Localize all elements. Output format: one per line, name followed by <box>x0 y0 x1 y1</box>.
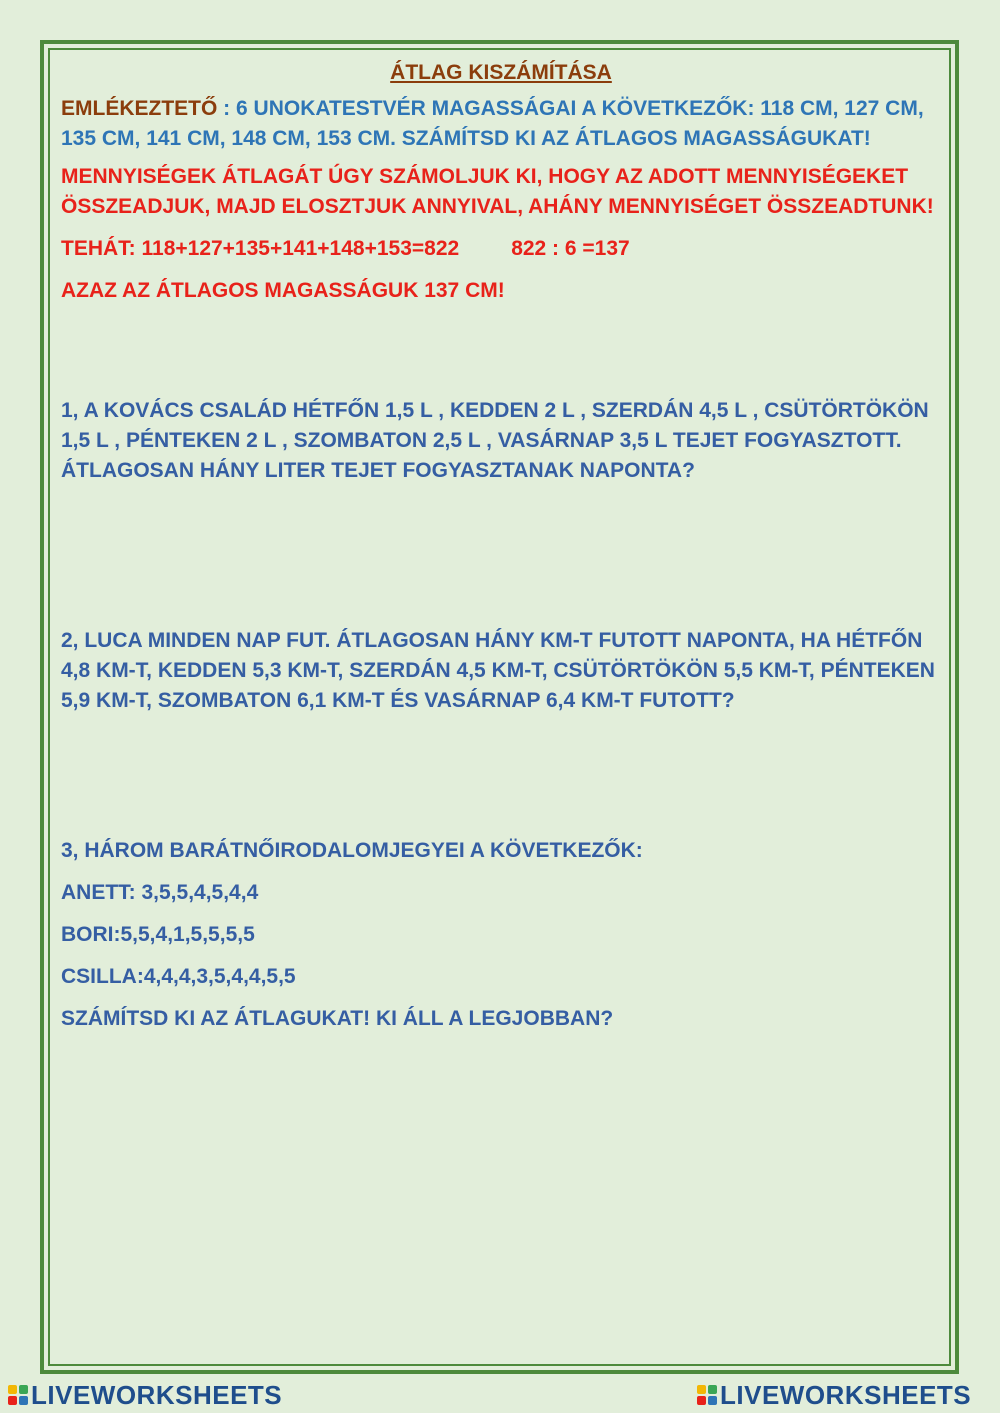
reminder-text: 6 UNOKATESTVÉR MAGASSÁGAI A KÖVETKEZŐK: 118 CM, 127 CM, 135 CM, 141 CM, 148 CM, 153 CM. SZÁMÍTSD KI AZ ÁTLAGOS MAGASSÁGUKAT! <box>61 97 924 150</box>
task-2: 2, LUCA MINDEN NAP FUT. ÁTLAGOSAN HÁNY KM-T FUTOTT NAPONTA, HA HÉTFŐN 4,8 KM-T, KEDDEN 5,3 KM-T, SZERDÁN 4,5 KM-T, CSÜTÖRTÖKÖN 5,5 KM-T, PÉNTEKEN 5,9 KM-T, SZOMBATON 6,1 KM-T ÉS VASÁRNAP 6,4 KM-T FUTOTT? <box>61 629 935 712</box>
reminder-label: EMLÉKEZTETŐ <box>61 97 218 120</box>
footer-logo-right <box>697 1380 971 1410</box>
calculation-line <box>61 234 941 264</box>
reminder-colon: : <box>217 97 237 120</box>
task-1: 1, A KOVÁCS CSALÁD HÉTFŐN 1,5 L , KEDDEN 2 L , SZERDÁN 4,5 L , CSÜTÖRTÖKÖN 1,5 L , PÉNTEKEN 2 L , SZOMBATON 2,5 L , VASÁRNAP 3,5 L TEJET FOGYASZTOTT. ÁTLAGOSAN HÁNY LITER TEJET FOGYASZTANAK NAPONTA? <box>61 399 929 482</box>
task-3-question: SZÁMÍTSD KI AZ ÁTLAGUKAT! KI ÁLL A LEGJOBBAN? <box>61 1007 614 1030</box>
grades-csilla: CSILLA:4,4,4,3,5,4,4,5,5 <box>61 965 296 988</box>
reminder-paragraph <box>61 94 941 154</box>
conclusion: AZAZ AZ ÁTLAGOS MAGASSÁGUK 137 CM! <box>61 279 505 302</box>
footer-brand-right: LIVEWORKSHEETS <box>720 1379 972 1410</box>
footer-logo-left <box>8 1380 282 1410</box>
footer-brand-left: LIVEWORKSHEETS <box>31 1379 283 1410</box>
liveworksheets-logo-icon <box>697 1385 717 1405</box>
task-3-intro: 3, HÁROM BARÁTNŐIRODALOMJEGYEI A KÖVETKEZŐK: <box>61 839 643 862</box>
worksheet-content <box>61 58 941 1034</box>
worksheet-title: ÁTLAG KISZÁMÍTÁSA <box>390 61 612 84</box>
grades-bori: BORI:5,5,4,1,5,5,5,5 <box>61 923 255 946</box>
division-expression: 822 : 6 =137 <box>511 237 630 260</box>
grades-anett: ANETT: 3,5,5,4,5,4,4 <box>61 881 259 904</box>
rule-paragraph: MENNYISÉGEK ÁTLAGÁT ÚGY SZÁMOLJUK KI, HOGY AZ ADOTT MENNYISÉGEKET ÖSSZEADJUK, MAJD ELOSZTJUK ANNYIVAL, AHÁNY MENNYISÉGET ÖSSZEADTUNK! <box>61 165 934 218</box>
sum-expression: TEHÁT: 118+127+135+141+148+153=822 <box>61 237 460 260</box>
liveworksheets-logo-icon <box>8 1385 28 1405</box>
